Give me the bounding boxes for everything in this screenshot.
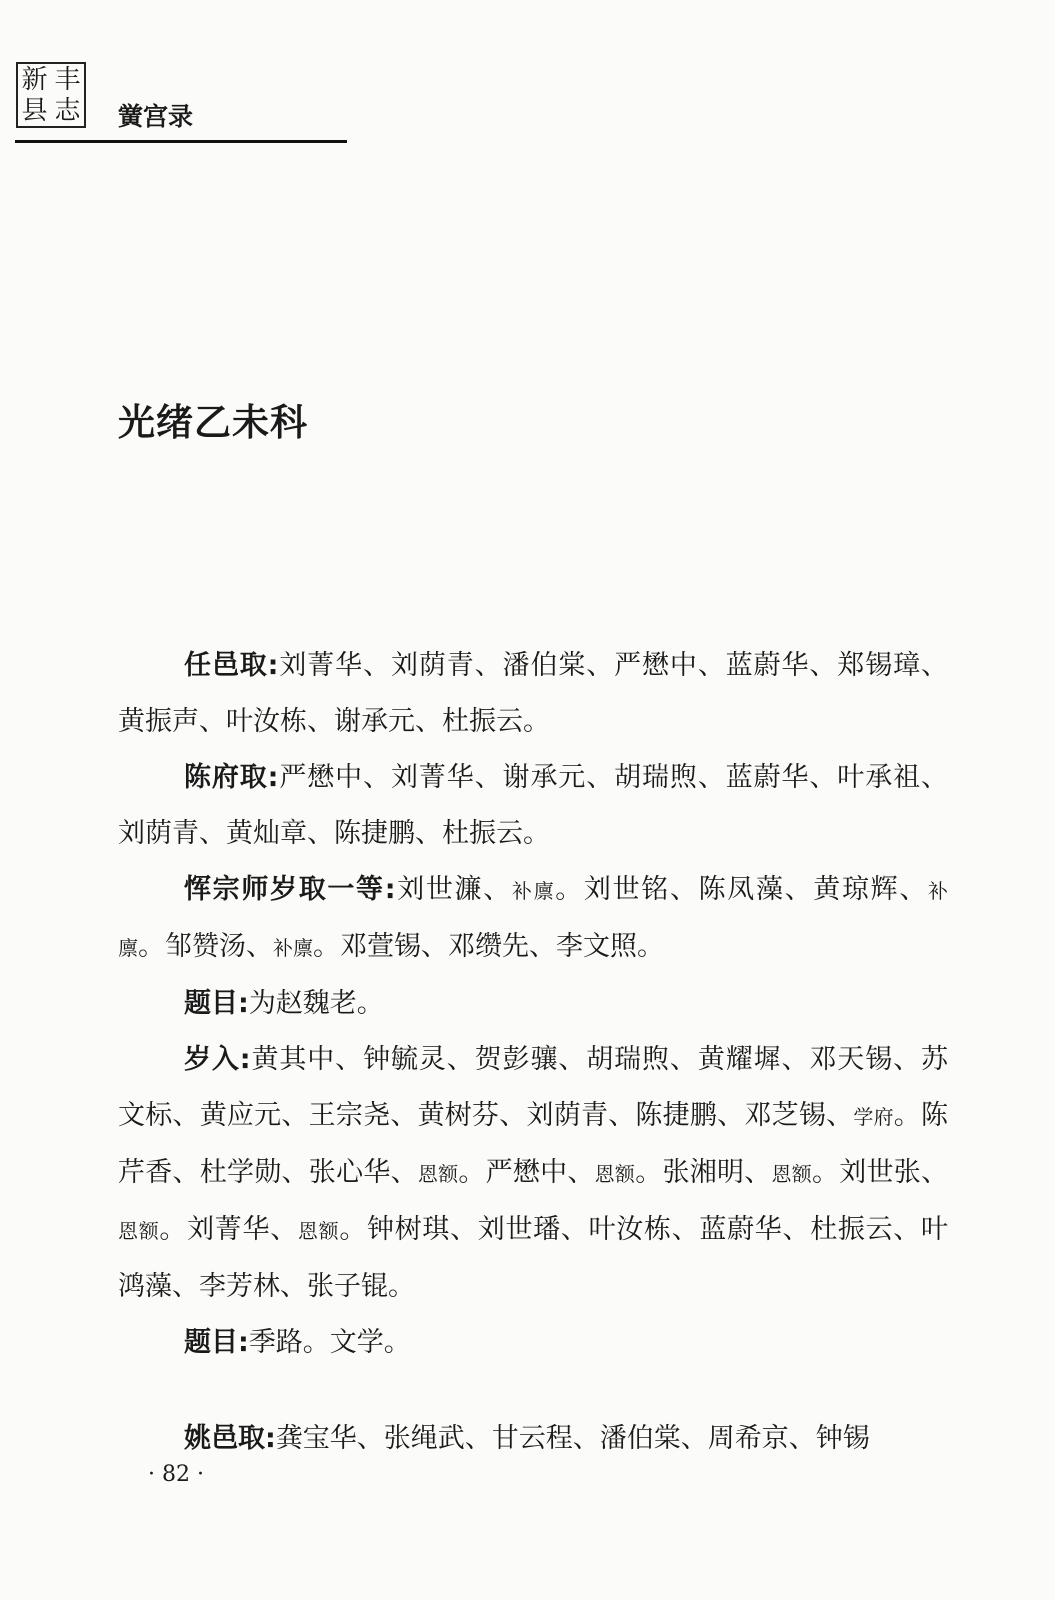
paragraph-text: 刘世濂、: [395, 874, 512, 905]
paragraph-label: 任邑取:: [184, 650, 279, 681]
paragraph-text: 。邓萱锡、邓缵先、李文照。: [313, 931, 664, 962]
paragraph-topic-2: [118, 1315, 948, 1371]
seal-logo: [16, 62, 86, 128]
paragraph-text: 。张湘明、: [635, 1157, 772, 1188]
paragraph-label: 姚邑取:: [184, 1423, 276, 1454]
paragraph-label: 岁入:: [184, 1044, 251, 1075]
page-number: · 82 ·: [148, 1462, 204, 1487]
paragraph-ren-yi: [118, 638, 948, 750]
paragraph-label: 题目:: [184, 988, 249, 1019]
annotation-note: 恩额: [771, 1162, 813, 1186]
paragraph-yao-yi: [118, 1411, 948, 1467]
paragraph-text: 。刘世铭、陈凤藻、黄琼辉、: [555, 874, 929, 905]
paragraph-sui-ru: [118, 1032, 948, 1315]
running-title: 黉宫录: [118, 102, 194, 131]
annotation-note: 恩额: [297, 1219, 340, 1243]
paragraph-label: 陈府取:: [184, 762, 279, 793]
paragraph-yun-zongshi: [118, 862, 948, 976]
paragraph-text: 。邹赞汤、: [138, 931, 273, 962]
annotation-note: 恩额: [417, 1162, 459, 1186]
paragraph-text: 。刘菁华、: [159, 1214, 298, 1245]
paragraph-text: 龚宝华、张绳武、甘云程、潘伯棠、周希京、钟锡: [275, 1423, 870, 1454]
annotation-note: 恩额: [594, 1162, 636, 1186]
paragraph-topic-1: [118, 976, 948, 1032]
paragraph-label: 恽宗师岁取一等:: [184, 874, 396, 905]
annotation-note: 补廪: [118, 879, 949, 960]
paragraph-text: 严懋中、刘菁华、谢承元、胡瑞煦、蓝蔚华、叶承祖、刘荫青、黄灿章、陈捷鹏、杜振云。: [118, 762, 948, 849]
paragraph-text: 。陈芹香、杜学勋、张心华、: [118, 1100, 949, 1188]
header-rule: [15, 140, 347, 143]
paragraph-text: 黄其中、钟毓灵、贺彭骧、胡瑞煦、黄耀墀、邓天锡、苏文标、黄应元、王宗尧、黄树芬、刘荫青、陈捷鹏、邓芝锡、: [118, 1044, 948, 1131]
annotation-note: 恩额: [118, 1219, 160, 1243]
annotation-note: 补廪: [511, 879, 556, 903]
seal-char: 县: [21, 95, 48, 126]
paragraph-label: 题目:: [184, 1327, 249, 1358]
paragraph-text: 季路。文学。: [248, 1327, 411, 1358]
seal-char: 新: [21, 64, 48, 95]
paragraph-text: 。刘世张、: [812, 1157, 949, 1188]
paragraph-text: 为赵魏老。: [248, 988, 384, 1019]
seal-char: 志: [54, 95, 81, 126]
paragraph-chen-fu: [118, 750, 948, 862]
paragraph-text: 刘菁华、刘荫青、潘伯棠、严懋中、蓝蔚华、郑锡璋、黄振声、叶汝栋、谢承元、杜振云。: [118, 650, 948, 737]
chapter-title: 光绪乙未科: [118, 401, 308, 444]
annotation-note: 补廪: [273, 936, 313, 960]
body-text: [118, 638, 948, 1467]
annotation-note: 学府: [853, 1105, 894, 1129]
paragraph-text: 。严懋中、: [458, 1157, 595, 1188]
paragraph-text: 。钟树琪、刘世璠、叶汝栋、蓝蔚华、杜振云、叶鸿藻、李芳林、张子锟。: [118, 1214, 949, 1302]
seal-char: 丰: [54, 64, 81, 95]
